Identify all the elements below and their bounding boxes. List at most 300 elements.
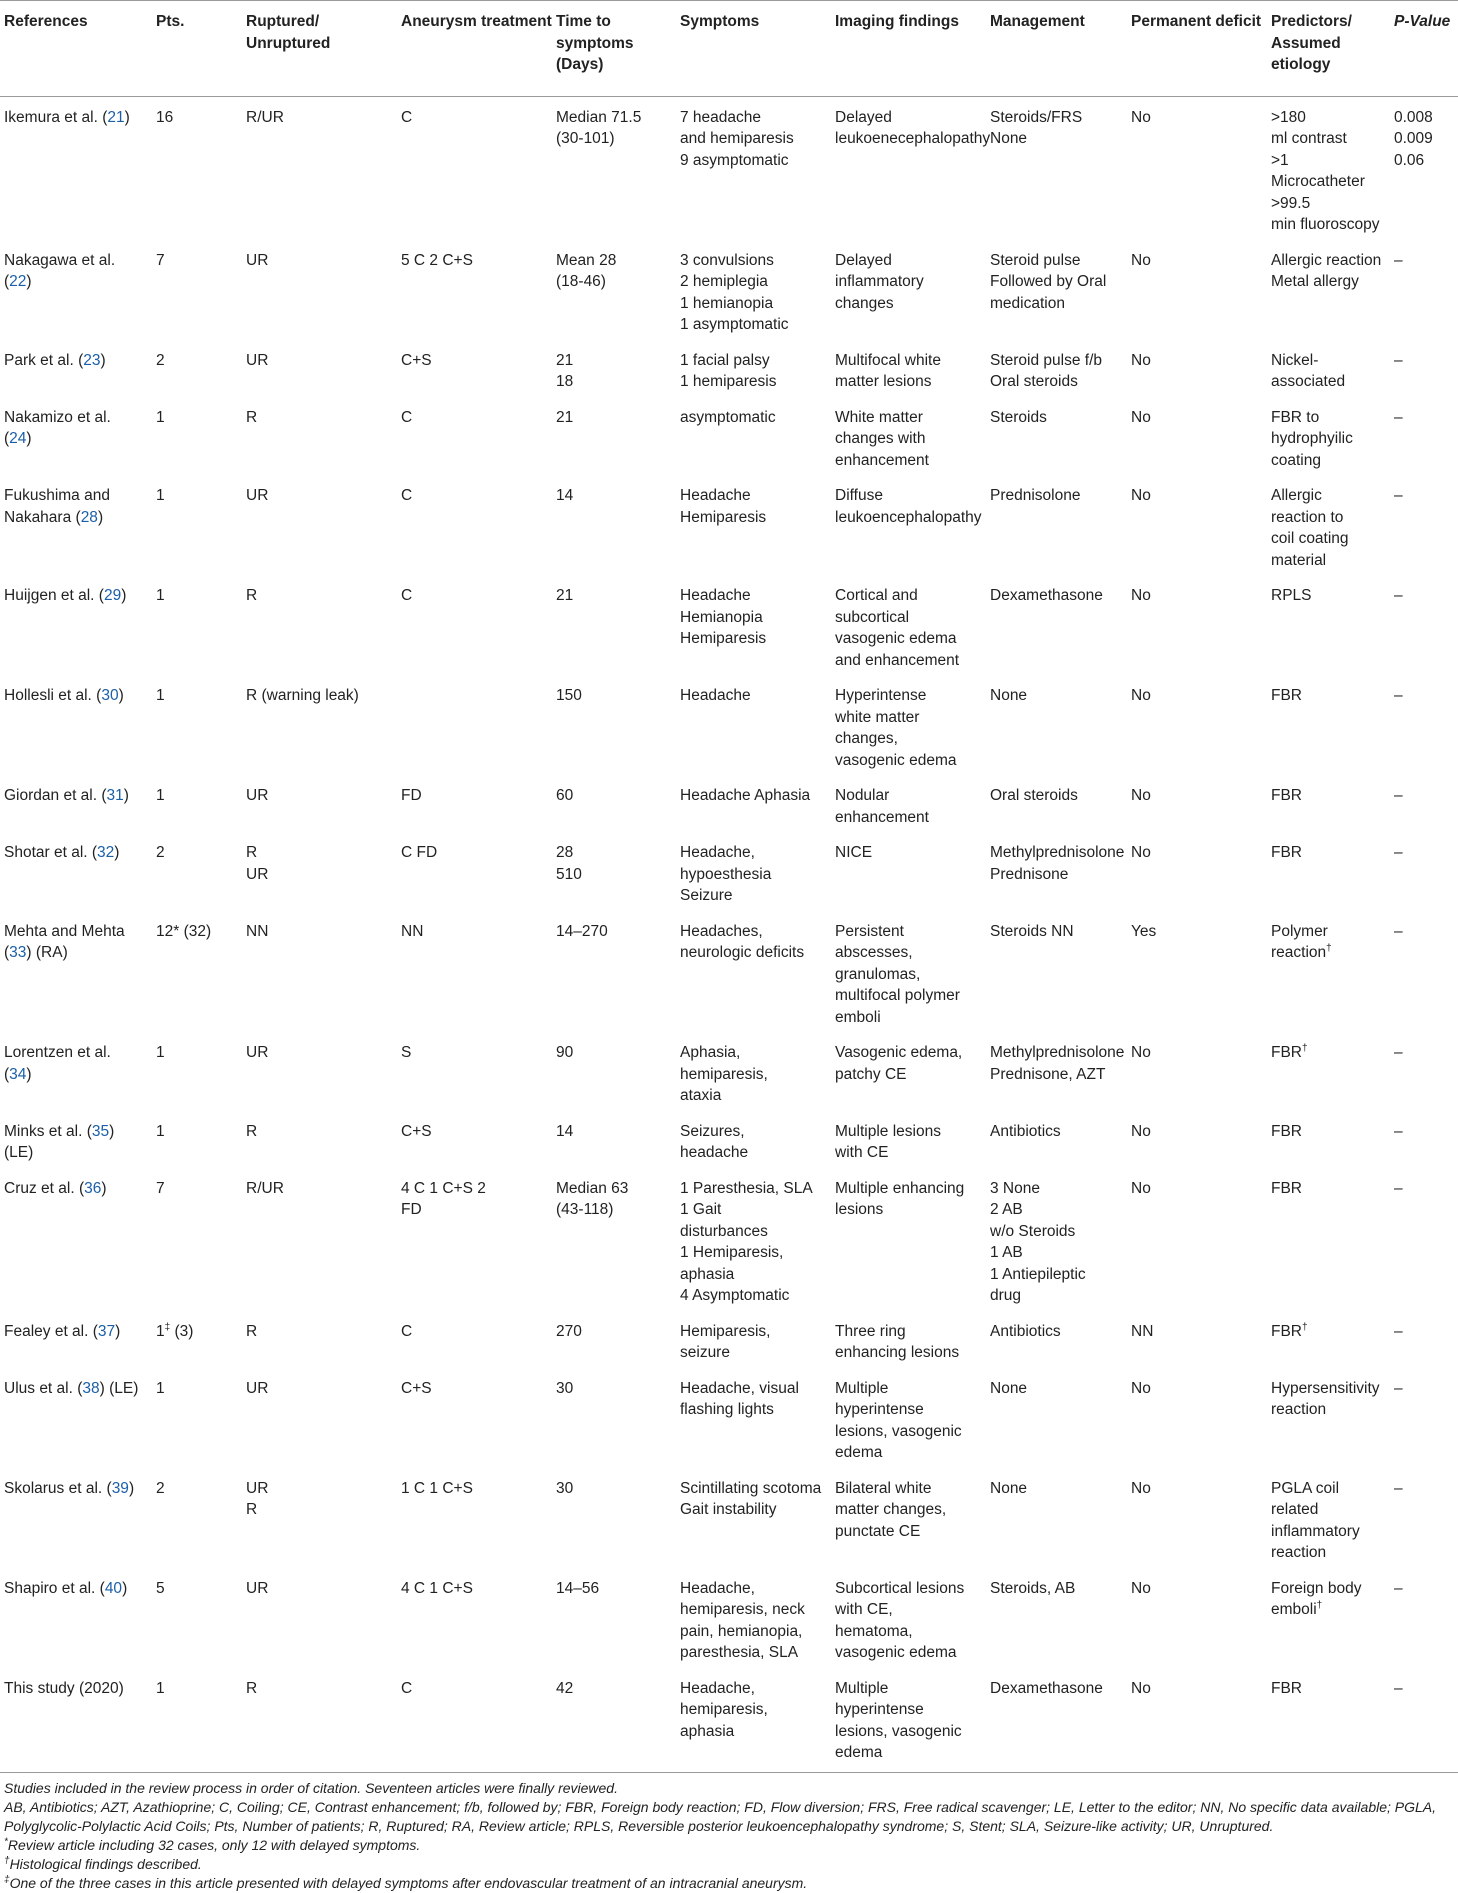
table-footnotes xyxy=(0,1779,1444,1893)
pts-number: 1 xyxy=(156,787,165,804)
cell-ruptured xyxy=(244,911,399,1033)
pts-number: 2 xyxy=(156,351,165,369)
reference xyxy=(0,407,154,450)
header-management-label: Management xyxy=(990,13,1085,30)
cell-deficit xyxy=(1129,575,1269,675)
cell-time xyxy=(554,675,678,775)
header-pvalue-label: P-Value xyxy=(1394,13,1451,30)
etiology xyxy=(1269,250,1392,293)
management-text: None xyxy=(990,1479,1028,1497)
citation-number: 23 xyxy=(83,351,101,369)
cell-ruptured xyxy=(244,1368,399,1468)
cell-pvalue xyxy=(1392,475,1458,575)
deficit-text: No xyxy=(1131,787,1151,804)
ruptured-text: NN xyxy=(246,922,269,940)
pts-value xyxy=(154,1678,244,1700)
cell-pts xyxy=(154,1368,244,1468)
cell-management xyxy=(988,1032,1129,1111)
cell-ruptured xyxy=(244,1032,399,1111)
citation-number: 31 xyxy=(106,787,124,804)
cell-etiology xyxy=(1269,1111,1392,1168)
reference xyxy=(0,1378,154,1400)
imaging-text: Multifocal white matter lesions xyxy=(835,351,941,390)
citation-number: 32 xyxy=(97,844,115,861)
cell-ruptured xyxy=(244,1668,399,1773)
cell-references xyxy=(0,675,154,775)
citation-number: 21 xyxy=(107,108,125,126)
pvalue-text: – xyxy=(1394,1322,1403,1340)
deficit-text: No xyxy=(1131,1479,1151,1497)
cell-ruptured xyxy=(244,1468,399,1568)
pts-value xyxy=(154,350,244,372)
pts-value xyxy=(154,1378,244,1400)
pvalue-text: – xyxy=(1394,1579,1403,1597)
time-text: 90 xyxy=(556,1044,574,1061)
cell-management xyxy=(988,575,1129,675)
cell-deficit xyxy=(1129,1311,1269,1368)
deficit-text: No xyxy=(1131,844,1151,861)
reference-text: Nakamizo et al. ( xyxy=(4,408,111,447)
cell-pts xyxy=(154,911,244,1033)
pts-number: 7 xyxy=(156,1179,165,1197)
cell-management xyxy=(988,96,1129,240)
footnote-double-dagger-text: One of the three cases in this article presented with delayed symptoms after endovascular treatment of an intracranial aneurysm. xyxy=(9,1874,808,1891)
header-time-label: Time to symptoms (Days) xyxy=(556,13,634,73)
footnote-abbreviations: AB, Antibiotics; AZT, Azathioprine; C, Coiling; CE, Contrast enhancement; f/b, followed by; FBR, Foreign body reaction; FD, Flow diversion; FRS, Free radical scavenger; LE, Letter to the editor; NN, No specific data available; PGLA, Polyglycolic-Polylactic Acid Coils; Pts, Number of patients; R, Ruptured; RA, Review article; RPLS, Reversible posterior leukoencephalopathy syndrome; S, Stent; SLA, Seizure-like activity; UR, Unruptured. xyxy=(4,1798,1437,1834)
citation-number: 38 xyxy=(82,1379,100,1397)
reference-text: This study (2020) xyxy=(4,1679,124,1697)
reference xyxy=(0,842,154,864)
header-references xyxy=(0,1,154,97)
imaging-text: Persistent abscesses, granulomas, multifocal polymer emboli xyxy=(835,922,960,1026)
management-text: Oral steroids xyxy=(990,787,1078,804)
deficit-text: NN xyxy=(1131,1322,1154,1340)
treatment-text: C xyxy=(401,587,413,604)
cell-pts xyxy=(154,1568,244,1668)
etiology-text: FBR xyxy=(1271,1679,1302,1697)
deficit-text: No xyxy=(1131,1179,1151,1197)
pvalue-text: – xyxy=(1394,1479,1403,1497)
management-text: Prednisolone xyxy=(990,487,1081,504)
cell-deficit xyxy=(1129,775,1269,832)
pts-number: 12* (32) xyxy=(156,922,212,940)
reference-suffix: ) xyxy=(121,587,127,604)
header-symptoms-label: Symptoms xyxy=(680,13,760,30)
etiology-text: RPLS xyxy=(1271,587,1312,604)
cell-deficit xyxy=(1129,1168,1269,1311)
cell-treatment xyxy=(399,575,554,675)
etiology-text: FBR xyxy=(1271,1044,1302,1061)
deficit-text: No xyxy=(1131,1122,1151,1140)
deficit-text: No xyxy=(1131,1579,1151,1597)
time-text: 14–270 xyxy=(556,922,608,940)
cell-deficit xyxy=(1129,240,1269,340)
ruptured-text: R xyxy=(246,1122,258,1140)
reference xyxy=(0,1678,154,1700)
reference-suffix: ) xyxy=(122,1579,128,1597)
cell-references xyxy=(0,1468,154,1568)
treatment-text: C xyxy=(401,487,413,504)
time-text: Median 71.5 (30-101) xyxy=(556,108,642,147)
pts-number: 1 xyxy=(156,408,165,426)
cell-pts xyxy=(154,1311,244,1368)
pvalue-text: – xyxy=(1394,351,1403,369)
cell-symptoms xyxy=(678,1032,833,1111)
cell-pts xyxy=(154,832,244,911)
cell-time xyxy=(554,240,678,340)
cell-treatment xyxy=(399,240,554,340)
cell-imaging xyxy=(833,1311,988,1368)
etiology-text: Foreign body emboli xyxy=(1271,1579,1362,1618)
cell-etiology xyxy=(1269,340,1392,397)
imaging-text: Three ring enhancing lesions xyxy=(835,1322,960,1361)
citation-number: 35 xyxy=(91,1122,110,1140)
etiology-text: Polymer reaction xyxy=(1271,922,1328,961)
cell-time xyxy=(554,1568,678,1668)
citation-number: 40 xyxy=(104,1579,123,1597)
cell-etiology xyxy=(1269,397,1392,476)
symptoms-text: Headache Aphasia xyxy=(680,787,811,804)
treatment-text: 4 C 1 C+S 2 FD xyxy=(401,1179,486,1218)
cell-etiology xyxy=(1269,675,1392,775)
reference-text: Shotar et al. ( xyxy=(4,844,98,861)
pts-number: 1 xyxy=(156,1379,165,1397)
reference xyxy=(0,1042,154,1085)
table-row xyxy=(0,1032,1458,1111)
cell-references xyxy=(0,1668,154,1773)
pts-extra: (3) xyxy=(170,1322,194,1340)
cell-etiology xyxy=(1269,1168,1392,1311)
pts-number: 2 xyxy=(156,844,165,861)
cell-references xyxy=(0,240,154,340)
cell-symptoms xyxy=(678,475,833,575)
ruptured-text: R xyxy=(246,408,258,426)
reference xyxy=(0,921,154,964)
table-row xyxy=(0,1468,1458,1568)
etiology-text: FBR xyxy=(1271,787,1302,804)
header-symptoms xyxy=(678,1,833,97)
imaging-text: White matter changes with enhancement xyxy=(835,408,929,469)
reference-text: Shapiro et al. ( xyxy=(4,1579,105,1597)
header-management xyxy=(988,1,1129,97)
symptoms-text: Scintillating scotoma Gait instability xyxy=(680,1479,822,1518)
cell-pts xyxy=(154,340,244,397)
cell-deficit xyxy=(1129,96,1269,240)
cell-imaging xyxy=(833,96,991,240)
header-etiology xyxy=(1269,1,1392,97)
cell-etiology xyxy=(1269,1032,1392,1111)
imaging-text: Vasogenic edema, patchy CE xyxy=(835,1044,963,1083)
table-row xyxy=(0,1311,1458,1368)
ruptured-text: UR R xyxy=(246,1479,269,1518)
reference-suffix: ) xyxy=(114,844,120,861)
reference xyxy=(0,107,154,129)
cell-management xyxy=(988,340,1129,397)
reference xyxy=(0,585,154,607)
cell-management xyxy=(988,397,1129,476)
etiology-text: FBR xyxy=(1271,1322,1302,1340)
cell-management xyxy=(988,911,1129,1033)
treatment-text: C xyxy=(401,1679,413,1697)
pvalue-text: – xyxy=(1394,251,1403,269)
cell-treatment xyxy=(399,1311,554,1368)
imaging-text: Multiple lesions with CE xyxy=(835,1122,941,1161)
cell-pts xyxy=(154,1032,244,1111)
pvalue-text: – xyxy=(1394,587,1403,604)
pts-value xyxy=(154,585,244,607)
footnote-star xyxy=(4,1836,1444,1855)
cell-ruptured xyxy=(244,96,399,240)
ruptured-text: R xyxy=(246,1322,258,1340)
reference xyxy=(0,785,154,807)
symptoms-text: asymptomatic xyxy=(680,408,776,426)
cell-pvalue xyxy=(1392,1111,1458,1168)
cell-treatment xyxy=(399,475,554,575)
pts-value xyxy=(154,842,244,864)
imaging-text: Subcortical lesions with CE, hematoma, vasogenic edema xyxy=(835,1579,965,1661)
imaging-text: Cortical and subcortical vasogenic edema and enhancement xyxy=(835,587,960,669)
pvalue-text: – xyxy=(1394,1679,1403,1697)
ruptured-text: UR xyxy=(246,251,269,269)
reference-text: Skolarus et al. ( xyxy=(4,1479,112,1497)
treatment-text: C+S xyxy=(401,351,432,369)
symptoms-text: Headaches, neurologic deficits xyxy=(680,922,805,961)
cell-pts xyxy=(154,1168,244,1311)
ruptured-text: UR xyxy=(246,1579,269,1597)
cell-pvalue xyxy=(1392,911,1458,1033)
management-text: Steroids, AB xyxy=(990,1579,1076,1597)
etiology xyxy=(1269,785,1392,807)
treatment-text: C xyxy=(401,1322,413,1340)
ruptured-text: R UR xyxy=(246,844,269,883)
pvalue-text: 0.008 0.009 0.06 xyxy=(1394,108,1433,169)
header-time xyxy=(554,1,678,97)
cell-pvalue xyxy=(1392,96,1458,240)
cell-management xyxy=(988,1368,1129,1468)
cell-symptoms xyxy=(678,96,833,240)
etiology xyxy=(1269,1678,1392,1700)
imaging-text: Delayed inflammatory changes xyxy=(835,251,924,312)
cell-ruptured xyxy=(244,340,399,397)
footnote-dagger-text: Histological findings described. xyxy=(9,1855,202,1872)
treatment-text: C xyxy=(401,108,413,126)
cell-etiology xyxy=(1269,832,1392,911)
pts-number: 5 xyxy=(156,1579,165,1597)
etiology xyxy=(1269,407,1392,472)
cell-symptoms xyxy=(678,832,833,911)
reference-text: Ulus et al. ( xyxy=(4,1379,83,1397)
pvalue-text: – xyxy=(1394,487,1403,504)
management-text: Steroid pulse f/b Oral steroids xyxy=(990,351,1103,390)
pts-value xyxy=(154,1478,244,1500)
table-row xyxy=(0,675,1458,775)
pvalue-text: – xyxy=(1394,1179,1403,1197)
treatment-text: 5 C 2 C+S xyxy=(401,251,473,269)
header-treatment-label: Aneurysm treatment xyxy=(401,13,552,30)
symptoms-text: 3 convulsions 2 hemiplegia 1 hemianopia 1 asymptomatic xyxy=(680,251,789,333)
treatment-text: C FD xyxy=(401,844,438,861)
cell-ruptured xyxy=(244,675,399,775)
cell-management xyxy=(988,832,1129,911)
table-row xyxy=(0,832,1458,911)
cell-ruptured xyxy=(244,1568,399,1668)
cell-treatment xyxy=(399,1168,554,1311)
cell-pvalue xyxy=(1392,832,1458,911)
cell-imaging xyxy=(833,1032,988,1111)
imaging-text: Hyperintense white matter changes, vasogenic edema xyxy=(835,687,957,769)
cell-symptoms xyxy=(678,911,833,1033)
pts-number: 2 xyxy=(156,1479,165,1497)
table-row xyxy=(0,96,1458,240)
etiology xyxy=(1269,1578,1392,1621)
cell-management xyxy=(988,1111,1129,1168)
header-imaging-label: Imaging findings xyxy=(835,13,959,30)
deficit-text: No xyxy=(1131,251,1151,269)
pts-value xyxy=(154,407,244,429)
imaging-text: Bilateral white matter changes, punctate CE xyxy=(835,1479,947,1540)
etiology-text: FBR xyxy=(1271,687,1302,704)
table-body xyxy=(0,96,1458,1772)
cell-symptoms xyxy=(678,1368,833,1468)
symptoms-text: Seizures, headache xyxy=(680,1122,749,1161)
cell-time xyxy=(554,1368,678,1468)
time-text: 28 510 xyxy=(556,844,582,883)
pvalue-text: – xyxy=(1394,1044,1403,1061)
cell-symptoms xyxy=(678,1468,833,1568)
citation-number: 36 xyxy=(84,1179,102,1197)
imaging-text: Multiple hyperintense lesions, vasogenic edema xyxy=(835,1679,962,1761)
time-text: 150 xyxy=(556,687,582,704)
cell-references xyxy=(0,832,154,911)
pts-number: 1 xyxy=(156,687,165,704)
treatment-text: NN xyxy=(401,922,424,940)
etiology xyxy=(1269,1478,1392,1564)
table-row xyxy=(0,1568,1458,1668)
cell-symptoms xyxy=(678,1311,833,1368)
cell-pts xyxy=(154,1668,244,1773)
cell-treatment xyxy=(399,340,554,397)
cell-etiology xyxy=(1269,475,1392,575)
reference xyxy=(0,1578,154,1600)
management-text: Methylprednisolone Prednisone, AZT xyxy=(990,1044,1125,1083)
etiology xyxy=(1269,107,1392,236)
etiology-footnote-mark: † xyxy=(1302,1042,1308,1054)
cell-management xyxy=(988,775,1129,832)
cell-management xyxy=(988,675,1129,775)
pts-number: 7 xyxy=(156,251,165,269)
cell-pts xyxy=(154,1111,244,1168)
cell-time xyxy=(554,397,678,476)
cell-ruptured xyxy=(244,1311,399,1368)
cell-etiology xyxy=(1269,1668,1392,1773)
time-text: Mean 28 (18-46) xyxy=(556,251,617,290)
time-text: 30 xyxy=(556,1379,574,1397)
footnote-dagger xyxy=(4,1855,1444,1874)
imaging-text: Delayed leukoenecephalopathy xyxy=(835,108,991,147)
cell-treatment xyxy=(399,1032,554,1111)
cell-imaging xyxy=(833,1668,988,1773)
etiology xyxy=(1269,842,1392,864)
reference-suffix: ) (LE) xyxy=(99,1379,139,1397)
cell-deficit xyxy=(1129,1368,1269,1468)
imaging-text: Multiple enhancing lesions xyxy=(835,1179,965,1218)
etiology xyxy=(1269,350,1392,393)
table-row xyxy=(0,1111,1458,1168)
cell-pvalue xyxy=(1392,1168,1458,1311)
pts-value xyxy=(154,1121,244,1143)
deficit-text: No xyxy=(1131,351,1151,369)
symptoms-text: Headache Hemianopia Hemiparesis xyxy=(680,587,767,647)
etiology-text: Allergic reaction to coil coating material xyxy=(1271,487,1349,569)
etiology-text: FBR xyxy=(1271,1179,1302,1197)
cell-treatment xyxy=(399,775,554,832)
pts-value xyxy=(154,1578,244,1600)
symptoms-text: Aphasia, hemiparesis, ataxia xyxy=(680,1044,768,1104)
etiology xyxy=(1269,1121,1392,1143)
reference-text: Ikemura et al. ( xyxy=(4,108,108,126)
cell-symptoms xyxy=(678,1111,833,1168)
imaging-text: Multiple hyperintense lesions, vasogenic edema xyxy=(835,1379,962,1461)
etiology xyxy=(1269,585,1392,607)
cell-time xyxy=(554,1032,678,1111)
cell-time xyxy=(554,1111,678,1168)
citation-number: 29 xyxy=(103,587,122,604)
cell-ruptured xyxy=(244,1111,399,1168)
cell-deficit xyxy=(1129,675,1269,775)
reference-suffix: ) xyxy=(100,351,106,369)
table-row xyxy=(0,397,1458,476)
etiology-text: Nickel- associated xyxy=(1271,351,1346,390)
pts-footnote-mark: ‡ xyxy=(164,1321,171,1333)
management-text: Methylprednisolone Prednisone xyxy=(990,844,1125,883)
cell-deficit xyxy=(1129,1032,1269,1111)
citation-number: 24 xyxy=(9,430,27,447)
deficit-text: Yes xyxy=(1131,922,1157,940)
reference-suffix: ) xyxy=(118,687,124,704)
citation-number: 30 xyxy=(101,687,119,704)
reference-suffix: ) xyxy=(123,787,129,804)
cell-references xyxy=(0,1111,154,1168)
imaging-text: NICE xyxy=(835,844,873,861)
cell-treatment xyxy=(399,1368,554,1468)
pts-number: 1 xyxy=(156,1679,165,1697)
cell-pts xyxy=(154,475,244,575)
cell-deficit xyxy=(1129,475,1269,575)
cell-imaging xyxy=(833,832,988,911)
cell-references xyxy=(0,1311,154,1368)
cell-references xyxy=(0,1568,154,1668)
ruptured-text: UR xyxy=(246,1379,269,1397)
cell-pvalue xyxy=(1392,1032,1458,1111)
header-treatment xyxy=(399,1,554,97)
reference-text: Nakagawa et al. ( xyxy=(4,251,116,290)
cell-pvalue xyxy=(1392,575,1458,675)
reference-suffix: ) xyxy=(97,508,104,526)
cell-imaging xyxy=(833,340,988,397)
cell-etiology xyxy=(1269,96,1392,240)
cell-etiology xyxy=(1269,1311,1392,1368)
header-references-label: References xyxy=(4,13,88,30)
cell-ruptured xyxy=(244,775,399,832)
treatment-text: C+S xyxy=(401,1122,432,1140)
etiology xyxy=(1269,1178,1392,1200)
cell-pvalue xyxy=(1392,397,1458,476)
treatment-text: FD xyxy=(401,787,422,804)
cell-pvalue xyxy=(1392,1468,1458,1568)
cell-pts xyxy=(154,775,244,832)
cell-pvalue xyxy=(1392,240,1458,340)
time-text: 14 xyxy=(556,1122,574,1140)
